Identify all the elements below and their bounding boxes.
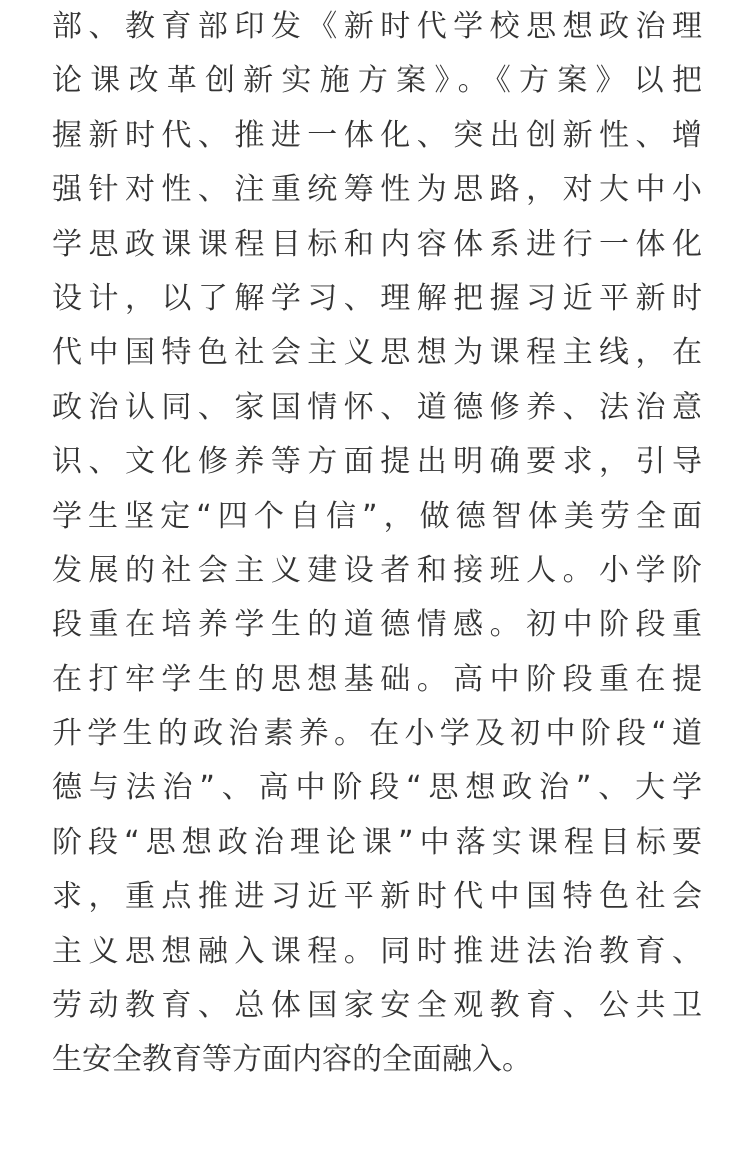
- text-line-9: 识、文化修养等方面提出明确要求，引导: [52, 444, 702, 480]
- text-line-1: 部、教育部印发《新时代学校思想政治理: [52, 9, 702, 44]
- text-line-11: 发展的社会主义建设者和接班人。小学阶: [52, 552, 702, 588]
- text-line-19: 劳动教育、总体国家安全观教育、公共卫: [52, 988, 702, 1024]
- text-line-6: 设计，以了解学习、理解把握习近平新时: [52, 280, 702, 316]
- text-line-13: 在打牢学生的思想基础。高中阶段重在提: [52, 661, 702, 697]
- text-line-7: 代中国特色社会主义思想为课程主线，在: [52, 335, 702, 371]
- text-line-14: 升学生的政治素养。在小学及初中阶段“道: [52, 716, 702, 752]
- text-line-8: 政治认同、家国情怀、道德修养、法治意: [52, 389, 702, 425]
- text-line-20: 生安全教育等方面内容的全面融入。: [52, 1042, 532, 1078]
- article-body: [52, 0, 702, 1088]
- text-line-15: 德与法治”、高中阶段“思想政治”、大学: [52, 770, 702, 806]
- text-line-5: 学思政课课程目标和内容体系进行一体化: [52, 226, 702, 262]
- text-line-12: 段重在培养学生的道德情感。初中阶段重: [52, 607, 702, 643]
- text-line-2: 论课改革创新实施方案》。《方案》以把: [52, 63, 702, 99]
- text-line-16: 阶段“思想政治理论课”中落实课程目标要: [52, 824, 702, 860]
- text-line-4: 强针对性、注重统筹性为思路，对大中小: [52, 172, 702, 208]
- text-line-17: 求，重点推进习近平新时代中国特色社会: [52, 879, 702, 915]
- text-line-18: 主义思想融入课程。同时推进法治教育、: [52, 933, 702, 969]
- text-line-3: 握新时代、推进一体化、突出创新性、增: [52, 117, 702, 153]
- text-line-10: 学生坚定“四个自信”，做德智体美劳全面: [52, 498, 702, 534]
